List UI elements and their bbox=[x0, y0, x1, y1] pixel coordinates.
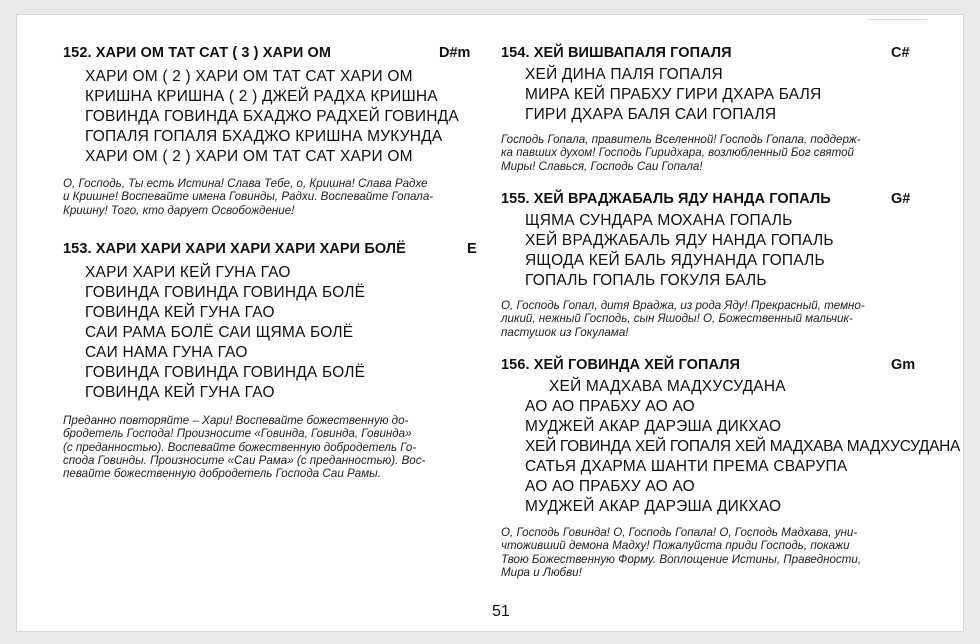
translation-line: ликий, нежный Господь, сын Яшоды! О, Божественный мальчик- bbox=[501, 312, 853, 326]
lyric-line: ГОВИНДА КЕЙ ГУНА ГАО bbox=[85, 384, 275, 401]
song-154 bbox=[501, 45, 931, 173]
lyric-line: ГИРИ ДХАРА БАЛЯ САИ ГОПАЛЯ bbox=[525, 106, 777, 123]
translation-line: Кришну! Того, кто дарует Освобождение! bbox=[63, 203, 295, 217]
translation-line: О, Господь Гопал, дитя Враджа, из рода Яду! Прекрасный, темно- bbox=[501, 299, 865, 312]
translation-line: певайте божественную добродетель Господа Саи Рамы. bbox=[63, 467, 381, 481]
translation-line: Господь Гопала, правитель Вселенной! Господь Гопала, поддерж- bbox=[501, 133, 861, 146]
translation-line: и Кришне! Воспевайте имена Говинды, Радхи. Воспевайте Гопала- bbox=[63, 190, 434, 204]
lyric-line: ГОВИНДА ГОВИНДА ГОВИНДА БОЛЁ bbox=[85, 364, 366, 381]
lyric-line: ХЕЙ ГОВИНДА ХЕЙ ГОПАЛЯ ХЕЙ МАДХАВА МАДХУСУДАНА bbox=[525, 438, 961, 455]
translation-line: Мира и Любви! bbox=[501, 565, 582, 579]
translation-line: пастушок из Гокулама! bbox=[501, 325, 629, 339]
lyric-line: САТЬЯ ДХАРМА ШАНТИ ПРЕМА СВАРУПА bbox=[525, 458, 848, 475]
lyric-line: ХАРИ ХАРИ КЕЙ ГУНА ГАО bbox=[85, 264, 291, 281]
lyric-line: МУДЖЕЙ АКАР ДАРЭША ДИКХАО bbox=[525, 498, 782, 515]
translation-line: (с преданностью). Воспевайте божественную добродетель Го- bbox=[63, 440, 417, 454]
translation-line: Миры! Славься, Господь Саи Гопала! bbox=[501, 159, 703, 173]
song-155 bbox=[501, 191, 931, 339]
song-key: D#m bbox=[439, 45, 471, 61]
lyric-line: ХЕЙ ВРАДЖАБАЛЬ ЯДУ НАНДА ГОПАЛЬ bbox=[525, 232, 834, 249]
lyric-line: ГОПАЛЬ ГОПАЛЬ ГОКУЛЯ БАЛЬ bbox=[525, 272, 767, 289]
lyric-line: ГОПАЛЯ ГОПАЛЯ БХАДЖО КРИШНА МУКУНДА bbox=[85, 128, 443, 145]
song-key: G# bbox=[891, 191, 911, 207]
song-key: E bbox=[467, 241, 477, 257]
translation-line: чтоживший демона Мадху! Пожалуйста приди Господь, покажи bbox=[501, 539, 850, 553]
lyric-line: ЯЩОДА КЕЙ БАЛЬ ЯДУНАНДА ГОПАЛЬ bbox=[525, 252, 825, 269]
lyric-line: МИРА КЕЙ ПРАБХУ ГИРИ ДХАРА БАЛЯ bbox=[525, 86, 822, 103]
song-152 bbox=[63, 45, 473, 217]
scan-mark bbox=[867, 19, 927, 20]
lyric-line: АО АО ПРАБХУ АО АО bbox=[525, 398, 695, 415]
lyric-line: ГОВИНДА КЕЙ ГУНА ГАО bbox=[85, 304, 275, 321]
translation-line: Преданно повторяйте – Хари! Воспевайте божественную до- bbox=[63, 414, 409, 427]
song-title: 155. ХЕЙ ВРАДЖАБАЛЬ ЯДУ НАНДА ГОПАЛЬ bbox=[501, 191, 831, 207]
translation-line: О, Господь Говинда! О, Господь Гопала! О, Господь Мадхава, уни- bbox=[501, 526, 858, 539]
page-number: 51 bbox=[492, 603, 510, 620]
lyric-line: САИ НАМА ГУНА ГАО bbox=[85, 344, 248, 361]
lyric-line: АО АО ПРАБХУ АО АО bbox=[525, 478, 695, 495]
translation-line: Твою Божественную Форму. Воплощение Истины, Праведности, bbox=[501, 552, 862, 566]
lyric-line: ГОВИНДА ГОВИНДА ГОВИНДА БОЛЁ bbox=[85, 284, 366, 301]
song-title: 153. ХАРИ ХАРИ ХАРИ ХАРИ ХАРИ ХАРИ БОЛЁ bbox=[63, 241, 406, 257]
song-key: Gm bbox=[891, 357, 916, 373]
translation-line: спода Говинды. Произносите «Саи Рама» (с преданностью). Вос- bbox=[63, 453, 426, 467]
song-153 bbox=[63, 241, 477, 481]
book-page bbox=[16, 14, 964, 632]
lyric-line: МУДЖЕЙ АКАР ДАРЭША ДИКХАО bbox=[525, 418, 782, 435]
translation-line: О, Господь, Ты есть Истина! Слава Тебе, о, Кришна! Слава Радхе bbox=[63, 177, 428, 190]
lyric-line: КРИШНА КРИШНА ( 2 ) ДЖЕЙ РАДХА КРИШНА bbox=[85, 88, 438, 105]
lyric-line: ХАРИ ОМ ( 2 ) ХАРИ ОМ ТАТ САТ ХАРИ ОМ bbox=[85, 148, 413, 165]
song-key: C# bbox=[891, 45, 910, 61]
lyric-line: ХЕЙ ДИНА ПАЛЯ ГОПАЛЯ bbox=[525, 66, 723, 83]
lyric-line: ЩЯМА СУНДАРА МОХАНА ГОПАЛЬ bbox=[525, 212, 793, 229]
lyric-line: ГОВИНДА ГОВИНДА БХАДЖО РАДХЕЙ ГОВИНДА bbox=[85, 108, 459, 125]
song-title: 156. ХЕЙ ГОВИНДА ХЕЙ ГОПАЛЯ bbox=[501, 357, 741, 373]
song-156 bbox=[501, 357, 961, 579]
translation-line: ка павших духом! Господь Гиридхара, возлюбленный Бог святой bbox=[501, 146, 855, 160]
lyric-line: САИ РАМА БОЛЁ САИ ЩЯМА БОЛЁ bbox=[85, 324, 354, 341]
song-title: 152. ХАРИ ОМ ТАТ САТ ( 3 ) ХАРИ ОМ bbox=[63, 45, 332, 61]
lyric-line: ХЕЙ МАДХАВА МАДХУСУДАНА bbox=[549, 378, 786, 395]
song-title: 154. ХЕЙ ВИШВАПАЛЯ ГОПАЛЯ bbox=[501, 45, 732, 61]
lyric-line: ХАРИ ОМ ( 2 ) ХАРИ ОМ ТАТ САТ ХАРИ ОМ bbox=[85, 68, 413, 85]
translation-line: бродетель Господа! Произносите «Говинда, Говинда, Говинда» bbox=[63, 427, 412, 441]
